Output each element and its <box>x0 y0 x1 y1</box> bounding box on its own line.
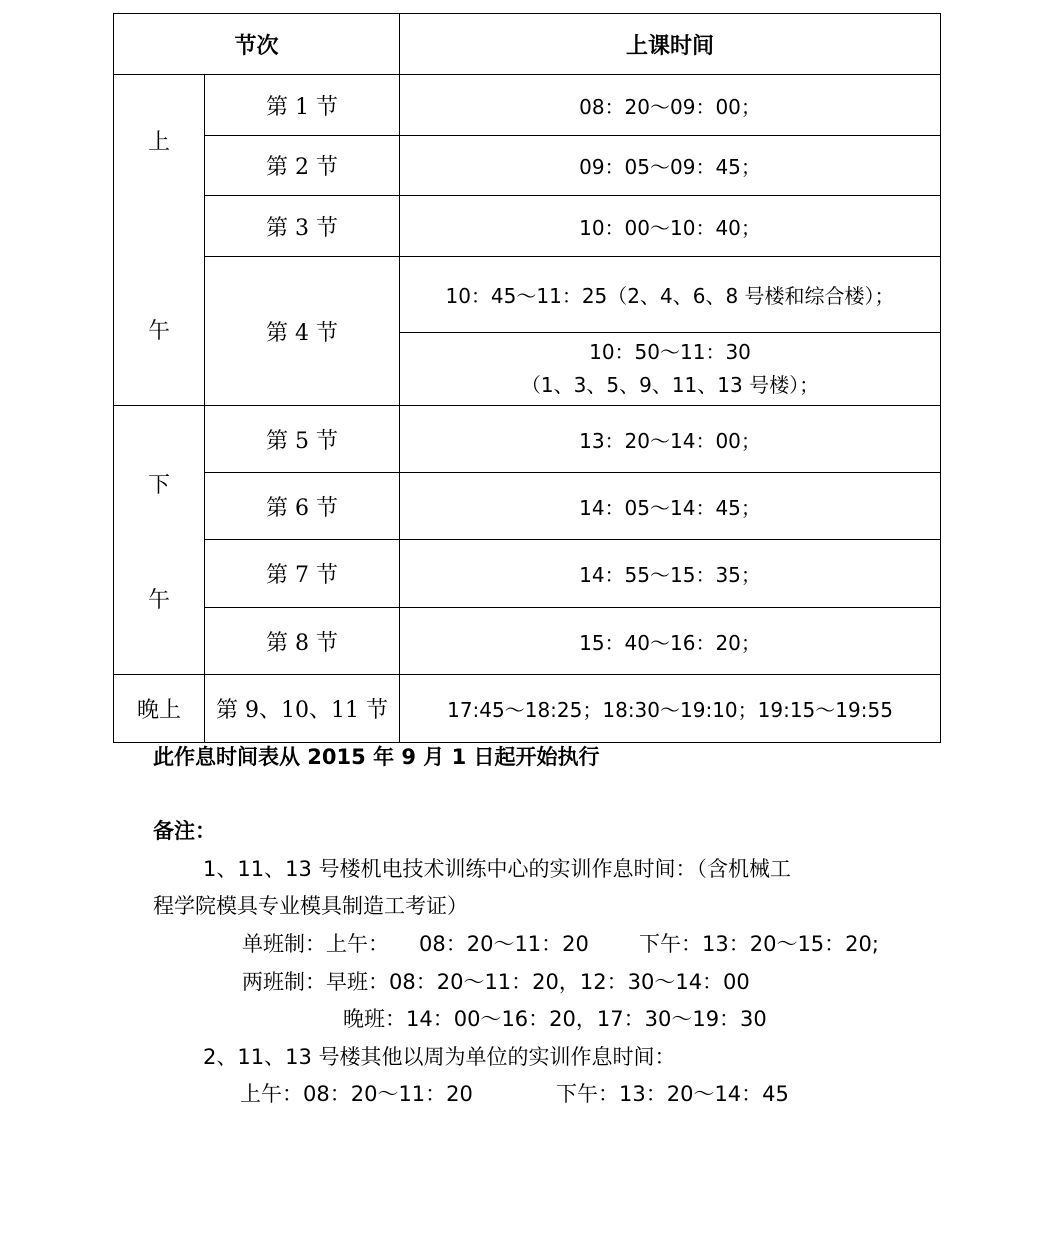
segment-afternoon-char1: 下 <box>147 473 170 498</box>
period-7: 第 7 节 <box>205 540 400 608</box>
remark-item1-line2: 程学院模具专业模具制造工考证） <box>153 894 468 918</box>
time-4b-line2: （1、3、5、9、11、13 号楼）； <box>520 373 820 397</box>
header-time: 上课时间 <box>400 14 941 75</box>
single-shift-afternoon: 下午：13：20～15：20; <box>639 932 879 956</box>
time-1: 08：20～09：00； <box>400 75 941 136</box>
time-9-11: 17:45～18:25；18:30～19:10；19:15～19:55 <box>400 675 941 743</box>
time-8: 15：40～16：20； <box>400 608 941 675</box>
header-period: 节次 <box>114 14 400 75</box>
segment-morning <box>114 75 205 406</box>
time-3: 10：00～10：40； <box>400 196 941 257</box>
period-9-11: 第 9、10、11 节 <box>205 675 400 743</box>
double-shift-late: 晚班：14：00～16：20，17：30～19：30 <box>343 1007 767 1031</box>
period-1: 第 1 节 <box>205 75 400 136</box>
single-shift-label: 单班制：上午： <box>242 932 389 956</box>
period-4: 第 4 节 <box>205 257 400 406</box>
time-4a: 10：45～11：25（2、4、6、8 号楼和综合楼）； <box>400 257 941 333</box>
time-7: 14：55～15：35； <box>400 540 941 608</box>
time-4b <box>400 333 941 406</box>
item2-afternoon: 下午：13：20～14：45 <box>556 1082 789 1106</box>
remark-item1-line1: 1、11、13 号楼机电技术训练中心的实训作息时间：（含机械工 <box>203 857 791 881</box>
time-5: 13：20～14：00； <box>400 406 941 473</box>
segment-afternoon-char2: 午 <box>147 588 170 613</box>
period-6: 第 6 节 <box>205 473 400 540</box>
remarks-title: 备注： <box>153 819 216 843</box>
double-shift-early: 两班制：早班：08：20～11：20，12：30～14：00 <box>242 970 750 994</box>
segment-evening: 晚上 <box>114 675 205 743</box>
period-2: 第 2 节 <box>205 136 400 196</box>
remark-item2: 2、11、13 号楼其他以周为单位的实训作息时间： <box>203 1045 676 1069</box>
period-3: 第 3 节 <box>205 196 400 257</box>
time-4b-line1: 10：50～11：30 <box>589 340 751 364</box>
period-8: 第 8 节 <box>205 608 400 675</box>
segment-morning-char2: 午 <box>147 319 170 344</box>
effective-note: 此作息时间表从 2015 年 9 月 1 日起开始执行 <box>153 745 600 769</box>
time-6: 14：05～14：45； <box>400 473 941 540</box>
single-shift-morning: 08：20～11：20 <box>419 932 589 956</box>
segment-afternoon <box>114 406 205 675</box>
period-5: 第 5 节 <box>205 406 400 473</box>
schedule-table <box>113 13 941 743</box>
segment-morning-char1: 上 <box>147 130 170 155</box>
item2-morning: 上午：08：20～11：20 <box>240 1082 473 1106</box>
time-2: 09：05～09：45； <box>400 136 941 196</box>
